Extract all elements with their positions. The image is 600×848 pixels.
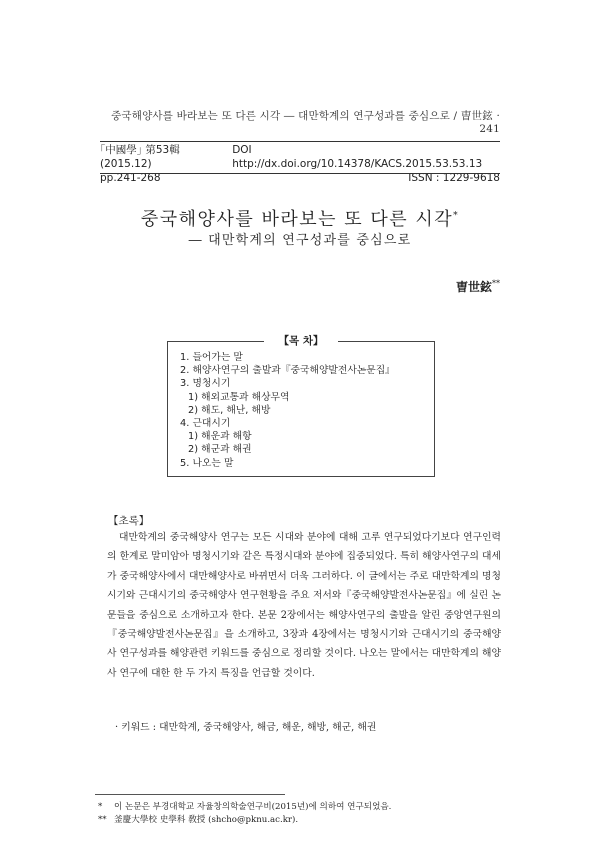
toc-list <box>180 351 430 470</box>
article-subtitle: ― 대만학계의 연구성과를 중심으로 <box>188 233 412 248</box>
title-text: 중국해양사를 바라보는 또 다른 시각 <box>140 209 454 230</box>
table-of-contents <box>167 335 435 477</box>
meta-row-1 <box>100 143 500 171</box>
footnote-text: 이 논문은 부경대학교 자율창의학술연구비(2015년)에 의하여 연구되었음. <box>114 802 392 812</box>
toc-item: 4. 근대시기 <box>180 418 231 430</box>
toc-item: 5. 나오는 말 <box>180 457 234 469</box>
toc-subitem: 2) 해군과 해권 <box>188 444 252 456</box>
footnote-text: 釜慶大學校 史學科 敎授 (shcho@pknu.ac.kr). <box>114 815 299 825</box>
footnote <box>98 814 498 827</box>
abstract-label: 【초록】 <box>108 515 150 527</box>
author-name <box>456 278 500 295</box>
footnote <box>98 801 498 814</box>
journal-meta <box>100 143 500 185</box>
toc-subitem: 1) 해외교통과 해상무역 <box>188 391 290 403</box>
footnote-mark: * <box>98 802 103 812</box>
toc-item: 3. 명청시기 <box>180 378 231 390</box>
abstract-body <box>107 528 501 683</box>
toc-subitem: 1) 해운과 해항 <box>188 431 252 443</box>
toc-subitem: 2) 해도, 해난, 해방 <box>188 404 271 416</box>
meta-top-rule <box>100 141 500 142</box>
article-title <box>100 205 500 231</box>
doi-link[interactable]: DOI http://dx.doi.org/10.14378/KACS.2015.53.53.13 <box>232 144 483 170</box>
meta-bottom-rule <box>100 173 500 174</box>
toc-heading: 【목 차】 <box>264 333 338 348</box>
keywords: · 키워드 : 대만학계, 중국해양사, 해금, 해운, 해방, 해군, 해권 <box>115 722 377 733</box>
running-header: 중국해양사를 바라보는 또 다른 시각 ― 대만학계의 연구성과를 중심으로 / 曺世鉉 · 241 <box>111 110 500 135</box>
title-footnote-mark: * <box>453 211 460 221</box>
journal-issue: ｢中國學｣ 第53輯 (2015.12) <box>100 144 180 170</box>
author-footnote-mark: ** <box>492 279 500 288</box>
author-text: 曺世鉉 <box>455 280 492 294</box>
footnote-mark: ** <box>98 815 107 825</box>
footnote-rule <box>95 794 285 795</box>
footnotes <box>98 801 498 827</box>
issn: ISSN : 1229-9618 <box>408 172 500 184</box>
abstract-paragraph: 대만학계의 중국해양사 연구는 모든 시대와 분야에 대해 고루 연구되었다기보다 연구인력의 한계로 말미암아 명청시기와 같은 특정시대와 분야에 집중되었다. 특히 해양사연구의 대세가 중국해양사에서 대만해양사로 바뀌면서 더욱 그러하다. 이 글에서는 주로 대만학계의 명청시기와 근대시기의 중국해양사 연구현황을 주요 저서와『중국해양발전사논문집』에 실린 논문들을 중심으로 소개하고자 한다. 본문 2장에서는 해양사연구의 출발을 알린 중앙연구원의『중국해양발전사논문집』을 소개하고, 3장과 4장에서는 명청시기와 근대시기의 중국해양사 연구성과를 해양관련 키워드를 중심으로 정리할 것이다. 나오는 말에서는 대만학계의 해양사 연구에 대한 한 두 가지 특징을 언급할 것이다. <box>107 532 501 679</box>
toc-item: 2. 해양사연구의 출발과『중국해양발전사논문집』 <box>180 365 395 377</box>
page-range: pp.241-268 <box>100 172 161 184</box>
toc-item: 1. 들어가는 말 <box>180 352 243 363</box>
